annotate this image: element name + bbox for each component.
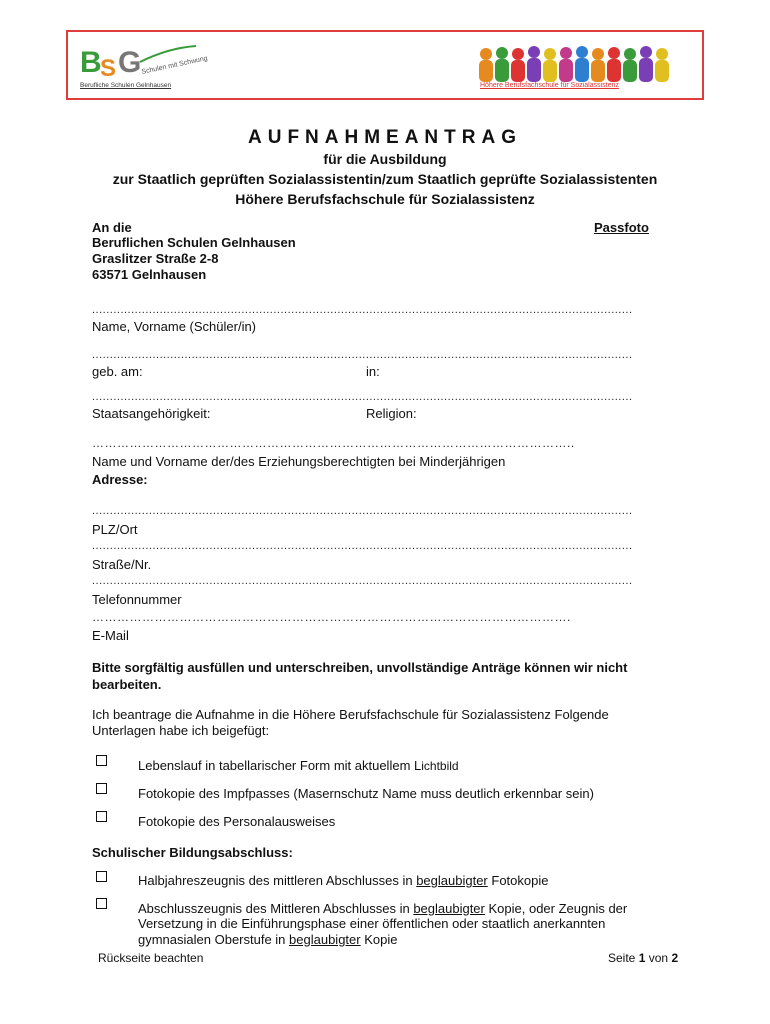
checkbox-personalausweis[interactable] bbox=[96, 811, 107, 822]
checkbox-impfpass[interactable] bbox=[96, 783, 107, 794]
bsg-logo bbox=[78, 40, 209, 82]
zip-city-field-line[interactable]: ........................................................................................................................................................ bbox=[92, 505, 633, 517]
address-school: Beruflichen Schulen Gelnhausen bbox=[92, 235, 296, 250]
phone-label: Telefonnummer bbox=[92, 592, 182, 607]
education-item-2-line-3: gymnasialen Oberstufe in beglaubigter Kopie bbox=[138, 932, 398, 947]
notice-line-2: bearbeiten. bbox=[92, 677, 162, 692]
name-field-line[interactable]: ........................................................................................................................................................ bbox=[92, 304, 633, 316]
attachment-personalausweis: Fotokopie des Personalausweises bbox=[138, 814, 336, 829]
religion-label: Religion: bbox=[366, 406, 417, 421]
page-number: Seite 1 von 2 bbox=[608, 951, 679, 965]
footer-note: Rückseite beachten bbox=[98, 951, 204, 965]
address-street: Graslitzer Straße 2-8 bbox=[92, 251, 219, 266]
guardian-field-line[interactable]: …………………………………………………………………………………………………….. bbox=[92, 436, 575, 450]
checkbox-abschlusszeugnis[interactable] bbox=[96, 898, 107, 909]
address-to: An die bbox=[92, 220, 132, 235]
page-title: AUFNAHMEANTRAG bbox=[248, 127, 522, 148]
address-heading: Adresse: bbox=[92, 472, 148, 487]
request-line-1: Ich beantrage die Aufnahme in die Höhere Berufsfachschule für Sozialassistenz Folgende bbox=[92, 707, 609, 722]
subtitle-line-1: für die Ausbildung bbox=[323, 151, 447, 167]
people-silhouettes-image bbox=[476, 44, 672, 82]
logo-caption: Berufliche Schulen Gelnhausen bbox=[80, 82, 172, 89]
street-field-line[interactable]: ........................................................................................................................................................ bbox=[92, 540, 633, 552]
guardian-label: Name und Vorname der/des Erziehungsberechtigten bei Minderjährigen bbox=[92, 454, 506, 469]
address-city: 63571 Gelnhausen bbox=[92, 267, 207, 282]
attachment-impfpass: Fotokopie des Impfpasses (Masernschutz Name muss deutlich erkennbar sein) bbox=[138, 786, 594, 801]
birth-place-label: in: bbox=[366, 364, 380, 379]
birth-date-label: geb. am: bbox=[92, 364, 143, 379]
email-field-line[interactable]: ……………………………………………………………………………………………………. bbox=[92, 610, 571, 624]
svg-text:S: S bbox=[100, 55, 117, 82]
notice-line-1: Bitte sorgfältig ausfüllen und unterschreiben, unvollständige Anträge können wir nicht bbox=[92, 660, 628, 675]
birth-field-line[interactable]: ........................................................................................................................................................ bbox=[92, 349, 633, 361]
phone-field-line[interactable]: ........................................................................................................................................................ bbox=[92, 575, 633, 587]
svg-text:Schulen mit Schwung: Schulen mit Schwung bbox=[140, 55, 209, 76]
name-field-label: Name, Vorname (Schüler/in) bbox=[92, 319, 257, 334]
svg-text:G: G bbox=[118, 46, 142, 79]
nationality-field-line[interactable]: ........................................................................................................................................................ bbox=[92, 391, 633, 403]
request-line-2: Unterlagen habe ich beigefügt: bbox=[92, 723, 270, 738]
street-label: Straße/Nr. bbox=[92, 557, 152, 572]
attachment-lebenslauf: Lebenslauf in tabellarischer Form mit aktuellem Lichtbild bbox=[138, 758, 459, 773]
education-heading: Schulischer Bildungsabschluss: bbox=[92, 845, 293, 860]
svg-text:B: B bbox=[80, 46, 102, 79]
subtitle-line-3: Höhere Berufsfachschule für Sozialassistenz bbox=[235, 191, 535, 207]
email-label: E-Mail bbox=[92, 628, 129, 643]
education-item-1: Halbjahreszeugnis des mittleren Abschlusses in beglaubigter Fotokopie bbox=[138, 873, 549, 888]
checkbox-halbjahreszeugnis[interactable] bbox=[96, 871, 107, 882]
passfoto-label: Passfoto bbox=[594, 220, 649, 235]
subtitle-line-2: zur Staatlich geprüften Sozialassistentin/zum Staatlich geprüfte Sozialassistenten bbox=[112, 171, 658, 187]
header-right-caption: Höhere Berufsfachschule für Sozialassistenz bbox=[480, 82, 619, 89]
nationality-label: Staatsangehörigkeit: bbox=[92, 406, 211, 421]
checkbox-lebenslauf[interactable] bbox=[96, 755, 107, 766]
zip-city-label: PLZ/Ort bbox=[92, 522, 138, 537]
education-item-2-line-2: Versetzung in die Einführungsphase einer öffentlichen oder staatlich anerkannten bbox=[138, 916, 606, 931]
education-item-2-line-1: Abschlusszeugnis des Mittleren Abschlusses in beglaubigter Kopie, oder Zeugnis der bbox=[138, 901, 628, 916]
